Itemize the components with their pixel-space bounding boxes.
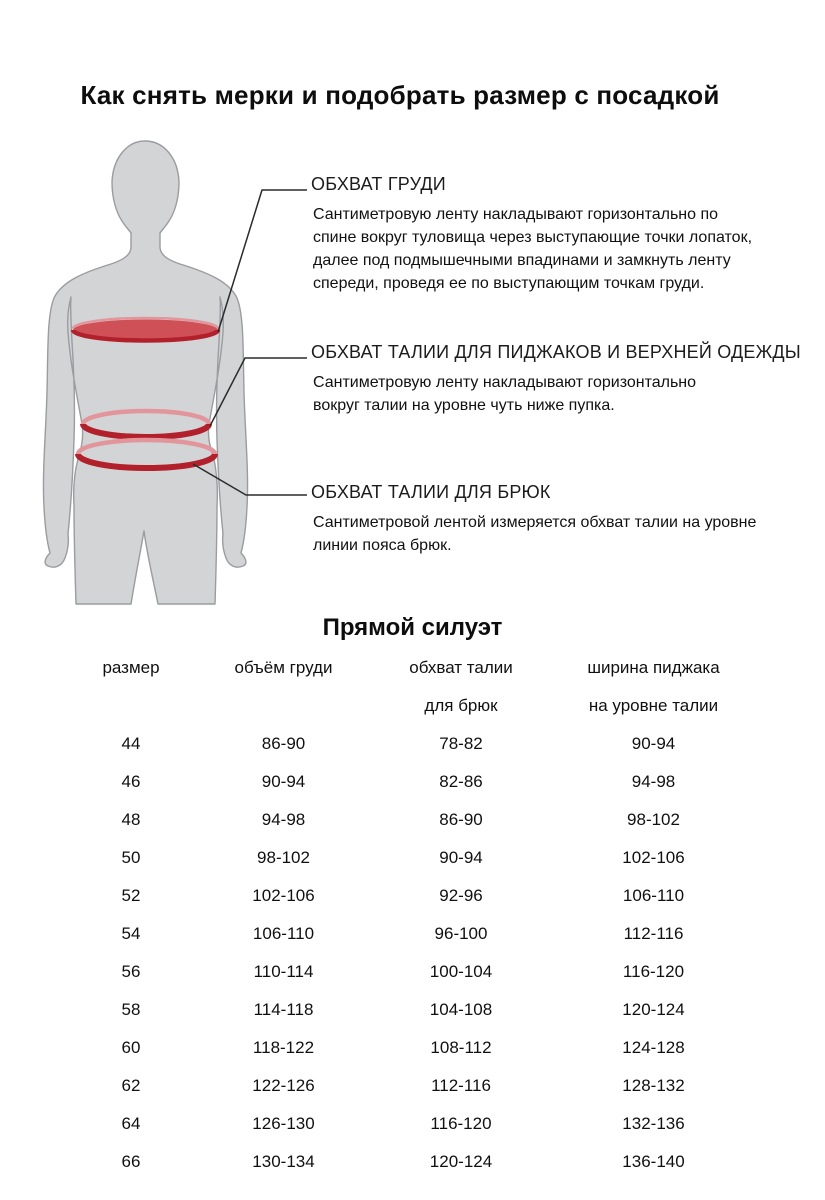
cell-size: 56 [121, 962, 141, 981]
header-chest-sub [191, 687, 376, 725]
header-chest: объём груди [234, 658, 333, 677]
cell-waist-trousers: 78-82 [439, 734, 483, 753]
cell-size: 64 [121, 1114, 141, 1133]
table-title: Прямой силуэт [322, 614, 503, 641]
section-jacket-waist-text: Сантиметровую ленту накладывают горизонтально вокруг талии на уровне чуть ниже пупка. [313, 374, 697, 414]
section-trouser-waist [311, 482, 811, 557]
cell-jacket-width: 106-110 [622, 886, 685, 905]
cell-waist-trousers: 116-120 [430, 1114, 492, 1133]
header-waist-sub: для брюк [424, 696, 498, 715]
cell-chest: 90-94 [261, 772, 306, 791]
cell-size: 50 [121, 848, 141, 867]
cell-chest: 94-98 [261, 810, 306, 829]
cell-size: 58 [121, 1000, 141, 1019]
cell-size: 44 [121, 734, 141, 753]
cell-jacket-width: 136-140 [622, 1152, 685, 1171]
section-chest-text: Сантиметровую ленту накладывают горизонтально по спине вокруг туловища через выступающие точки лопаток, далее под подмышечными впадинами и замкнуть ленту спереди, проведя ее по выступающим точкам груди. [313, 206, 753, 292]
chest-band [73, 318, 218, 341]
section-jacket-waist [311, 342, 825, 417]
cell-waist-trousers: 90-94 [439, 848, 483, 867]
cell-chest: 118-122 [252, 1038, 315, 1057]
header-jacket-width-sub: на уровне талии [588, 696, 719, 715]
section-chest [311, 174, 763, 295]
cell-waist-trousers: 112-116 [431, 1076, 491, 1095]
section-trouser-waist-heading: ОБХВАТ ТАЛИИ ДЛЯ БРЮК [311, 482, 551, 502]
cell-waist-trousers: 104-108 [429, 1000, 493, 1019]
cell-jacket-width: 102-106 [622, 848, 685, 867]
cell-waist-trousers: 100-104 [429, 962, 493, 981]
cell-jacket-width: 128-132 [622, 1076, 685, 1095]
cell-jacket-width: 112-116 [623, 924, 684, 943]
cell-chest: 110-114 [253, 962, 314, 981]
header-waist: обхват талии [409, 658, 513, 677]
cell-chest: 114-118 [253, 1000, 314, 1019]
cell-size: 54 [121, 924, 141, 943]
cell-waist-trousers: 96-100 [434, 924, 488, 943]
cell-size: 48 [121, 810, 141, 829]
cell-chest: 106-110 [252, 924, 315, 943]
cell-jacket-width: 98-102 [627, 810, 680, 829]
cell-waist-trousers: 92-96 [439, 886, 483, 905]
header-size: размер [102, 658, 160, 677]
cell-waist-trousers: 120-124 [429, 1152, 493, 1171]
header-size-sub [71, 687, 191, 725]
size-table [71, 649, 761, 1181]
cell-jacket-width: 116-120 [622, 962, 685, 981]
cell-chest: 126-130 [252, 1114, 315, 1133]
section-chest-heading: ОБХВАТ ГРУДИ [311, 174, 446, 194]
cell-chest: 86-90 [261, 734, 306, 753]
header-jacket-width: ширина пиджака [587, 658, 720, 677]
cell-chest: 130-134 [252, 1152, 315, 1171]
cell-size: 52 [121, 886, 141, 905]
cell-waist-trousers: 82-86 [439, 772, 483, 791]
cell-size: 66 [121, 1152, 141, 1171]
cell-waist-trousers: 108-112 [430, 1038, 492, 1057]
cell-jacket-width: 124-128 [622, 1038, 685, 1057]
section-jacket-waist-heading: ОБХВАТ ТАЛИИ ДЛЯ ПИДЖАКОВ И ВЕРХНЕЙ ОДЕЖДЫ [311, 342, 801, 362]
cell-jacket-width: 120-124 [622, 1000, 685, 1019]
cell-size: 60 [121, 1038, 141, 1057]
male-silhouette [43, 141, 247, 604]
cell-size: 46 [121, 772, 141, 791]
cell-chest: 102-106 [252, 886, 315, 905]
cell-waist-trousers: 86-90 [439, 810, 483, 829]
cell-chest: 122-126 [252, 1076, 315, 1095]
page-title: Как снять мерки и подобрать размер с посадкой [80, 80, 720, 110]
cell-jacket-width: 94-98 [631, 772, 676, 791]
cell-jacket-width: 90-94 [631, 734, 676, 753]
measurement-figure [0, 130, 330, 615]
cell-chest: 98-102 [257, 848, 310, 867]
cell-jacket-width: 132-136 [622, 1114, 685, 1133]
section-trouser-waist-text: Сантиметровой лентой измеряется обхват талии на уровне линии пояса брюк. [313, 514, 757, 554]
cell-size: 62 [121, 1076, 141, 1095]
